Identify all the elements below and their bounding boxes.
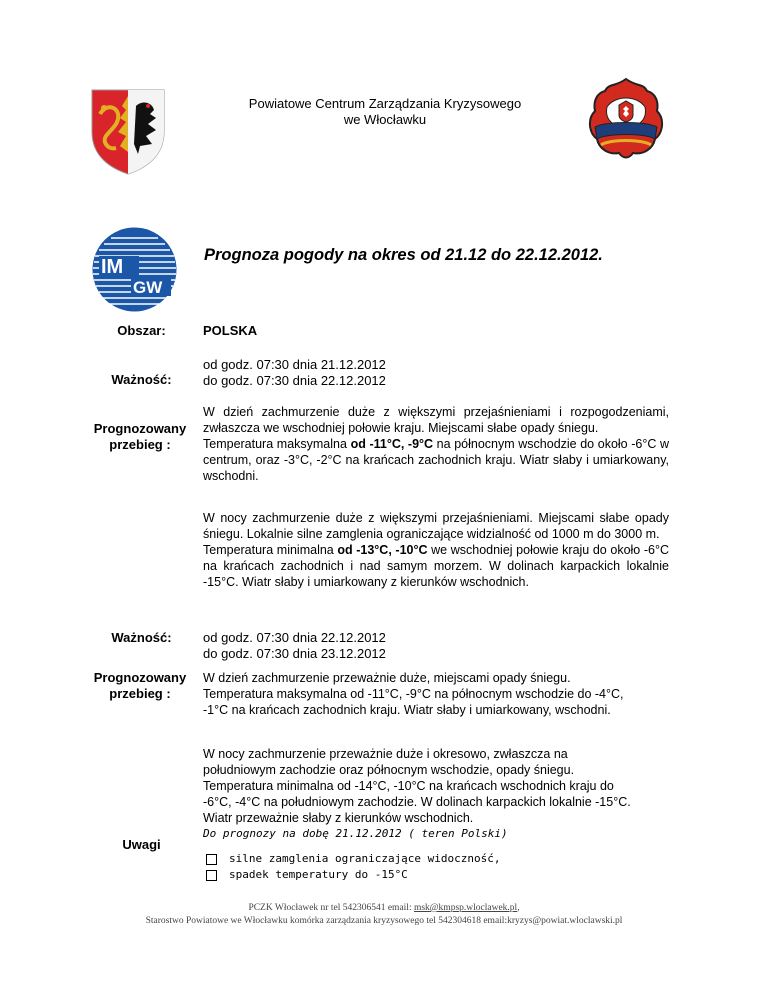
footer-line1-prefix: PCZK Włocławek nr tel 542306541 email: — [248, 903, 414, 913]
forecast-label-2-line1: Prognozowany — [93, 670, 187, 685]
remarks-item-text: spadek temperatury do -15°C — [229, 868, 408, 881]
checkbox-icon — [206, 854, 217, 865]
header-title-line1: Powiatowe Centrum Zarządzania Kryzysowego — [248, 96, 522, 111]
forecast-night-1-temp-bold: od -13°C, -10°C — [337, 543, 428, 557]
forecast-day-1-temp-bold: od -11°C, -9°C — [350, 437, 434, 451]
forecast-night-2-text: W nocy zachmurzenie przeważnie duże i okresowo, zwłaszcza na południowym zachodzie oraz północnym wschodzie, opady śniegu. Temperatura minimalna od -14°C, -10°C na krańcach wschodnich kraju do -6°C, -4°C na południowym zachodzie. W dolinach karpackich lokalnie -15°C. Wiatr przeważnie słaby z kierunków wschodnich. — [203, 747, 631, 825]
validity-1-to: do godz. 07:30 dnia 22.12.2012 — [203, 373, 386, 388]
validity-1-from: od godz. 07:30 dnia 21.12.2012 — [203, 357, 386, 372]
forecast-night-1 — [203, 510, 669, 590]
forecast-label-2-line2: przebieg : — [109, 686, 171, 701]
footer-email-link[interactable]: msk@kmpsp.wloclawek.pl — [413, 903, 518, 913]
forecast-day-1-temp-prefix: Temperatura maksymalna — [203, 437, 351, 451]
validity-value-1 — [203, 357, 386, 389]
validity-label-1: Ważność: — [111, 372, 172, 387]
validity-2-to: do godz. 07:30 dnia 23.12.2012 — [203, 646, 386, 661]
forecast-label-1 — [78, 421, 202, 453]
forecast-label-2 — [78, 670, 202, 702]
validity-label-2: Ważność: — [111, 630, 172, 645]
forecast-night-1-temp-prefix: Temperatura minimalna — [203, 543, 338, 557]
forecast-night-1-text: W nocy zachmurzenie duże z większymi przejaśnieniami. Miejscami słabe opady śniegu. Lokalnie silne zamglenia ograniczające widzialność od 1000 m do 3000 m. — [203, 511, 669, 541]
remarks-item-text: silne zamglenia ograniczające widoczność, — [229, 852, 501, 865]
remarks-item — [206, 851, 501, 867]
forecast-day-2: W dzień zachmurzenie przeważnie duże, miejscami opady śniegu. Temperatura maksymalna od -11°C, -9°C na północnym wschodzie do -4°C, -1°C na krańcach zachodnich kraju. Wiatr słaby i umiarkowany, wschodni. — [203, 671, 624, 717]
area-label: Obszar: — [117, 323, 166, 338]
header-title — [160, 96, 610, 128]
remarks-list — [206, 851, 501, 883]
footer-line1-suffix: , — [517, 903, 520, 913]
footer-line1 — [0, 903, 768, 913]
forecast-night-1-temp-suffix: we wschodniej połowie kraju do około -6°C na krańcach zachodnich i nad samym morzem. W dolinach karpackich lokalnie -15°C. Wiatr słaby i umiarkowany z kierunków wschodnich. — [203, 543, 669, 589]
forecast-day-1-text: W dzień zachmurzenie duże z większymi przejaśnieniami i rozpogodzeniami, zwłaszcza we wschodniej połowie kraju. Miejscami słabe opady śniegu. — [203, 405, 669, 435]
forecast-label-1-line1: Prognozowany — [93, 421, 187, 436]
forecast-day-1-temp-suffix: na północnym wschodzie do około -6°C w centrum, oraz -3°C, -2°C na krańcach zachodnich kraju. Wiatr słaby i umiarkowany, wschodni. — [203, 437, 670, 483]
fire-service-logo — [585, 77, 667, 159]
remarks-item — [206, 867, 501, 883]
area-value: POLSKA — [203, 323, 258, 338]
header-title-line2: we Włocławku — [343, 112, 427, 127]
forecast-day-1 — [203, 404, 669, 484]
imgw-logo-top: IM — [101, 256, 124, 278]
forecast-title: Prognoza pogody na okres od 21.12 do 22.12.2012. — [204, 246, 603, 264]
checkbox-icon — [206, 870, 217, 881]
remarks-label: Uwagi — [122, 837, 161, 852]
imgw-logo-bottom: GW — [133, 278, 163, 297]
validity-2-from: od godz. 07:30 dnia 22.12.2012 — [203, 630, 386, 645]
forecast-label-1-line2: przebieg : — [109, 437, 171, 452]
coat-of-arms-logo — [86, 84, 170, 176]
forecast-note: Do prognozy na dobę 21.12.2012 ( teren Polski) — [203, 827, 508, 840]
validity-value-2 — [203, 630, 386, 662]
forecast-night-2 — [203, 746, 643, 842]
imgw-logo — [91, 226, 178, 313]
footer-line2: Starostwo Powiatowe we Włocławku komórka zarządzania kryzysowego tel 542304618 email:kryzys@powiat.wloclawski.pl — [145, 916, 623, 926]
